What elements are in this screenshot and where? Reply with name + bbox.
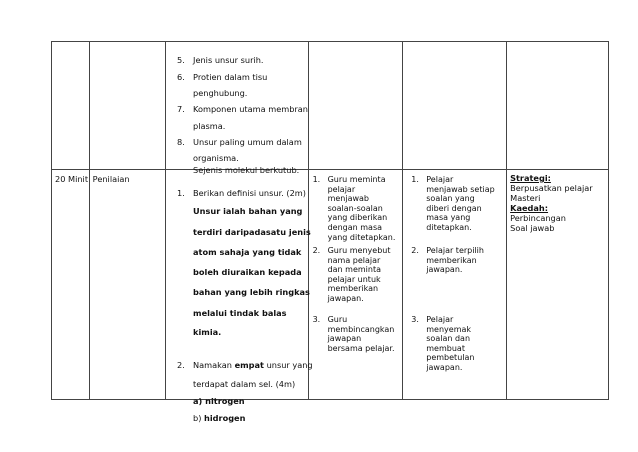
method-label: Kaedah:: [510, 203, 549, 213]
student-cell: [403, 42, 507, 170]
method-value: Soal jawab: [510, 223, 555, 233]
time-cell: [52, 42, 90, 170]
lesson-plan-table: [51, 41, 609, 423]
table-row: [52, 42, 609, 170]
strategy-label: Strategi:: [510, 173, 551, 183]
time-cell: 20 Minit: [52, 170, 90, 400]
student-activity-cell: 1. Pelajar menjawab setiap soalan yang diberi dengan masa yang ditetapkan. 2. Pelajar terpilih memberikan jawapan. 3. Pelajar menyemak soalan dan membuat pembetulan jawapan.: [403, 170, 507, 400]
content-cell: 5. Jenis unsur surih. 6. Protien dalam tisu penghubung. 7. Komponen utama membran plasma. 8. Unsur paling umum dalam organisma. Sejenis molekul berkutub.: [166, 42, 309, 170]
strategy-value: Masteri: [510, 193, 541, 203]
assessment-questions-cell: 1. Berikan definisi unsur. (2m) Unsur ialah bahan yang terdiri daripadasatu jenis atom sahaja yang tidak boleh diuraikan kepada bahan yang lebih ringkas melalui tindak balas kimia. 2. Namakan empat unsur yang terdapat dalam sel. (4m) a) nitrogen b) hidrogen: [166, 170, 309, 400]
strategy-cell: [507, 170, 609, 400]
method-value: Perbincangan: [510, 213, 566, 223]
activity-cell: [89, 42, 165, 170]
teacher-activity-cell: 1. Guru meminta pelajar menjawab soalan-soalan yang diberikan dengan masa yang ditetapkan. 2. Guru menyebut nama pelajar dan meminta pelajar untuk memberikan jawapan. 3. Guru membincangkan jawapan bersama pelajar.: [308, 170, 403, 400]
strategy-value: Berpusatkan pelajar: [510, 183, 593, 193]
table-row: [52, 170, 609, 400]
strategy-cell: [507, 42, 609, 170]
teacher-cell: [308, 42, 403, 170]
activity-cell: Penilaian: [89, 170, 165, 400]
